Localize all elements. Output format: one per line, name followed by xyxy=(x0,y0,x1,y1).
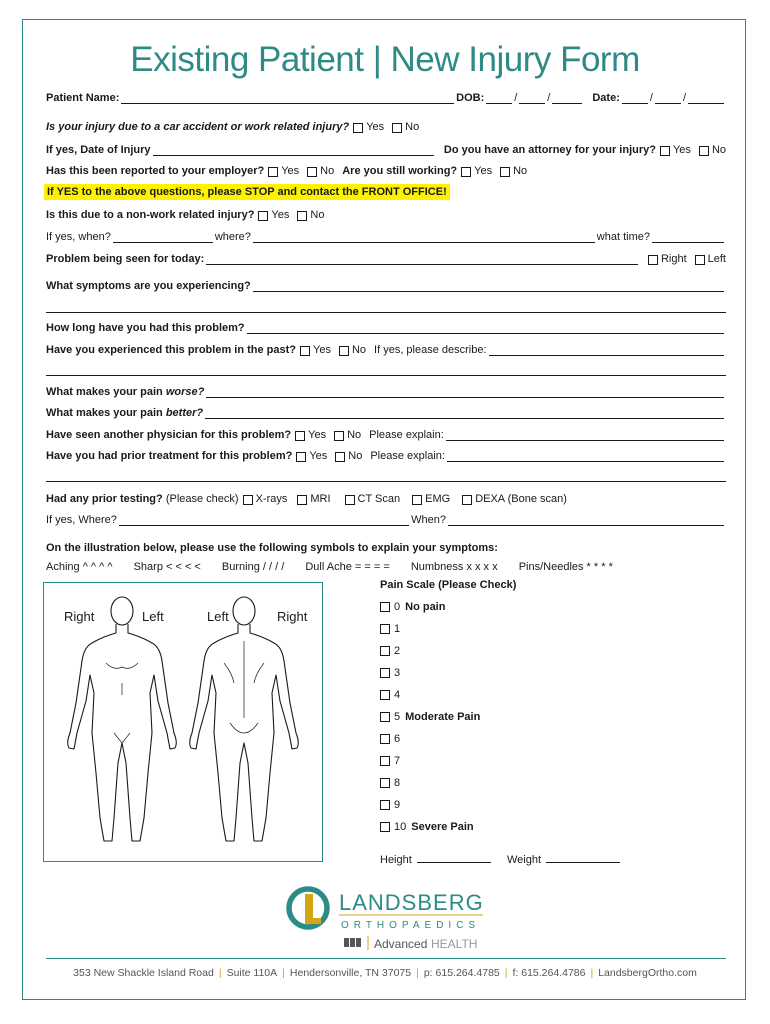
pain-number: 1 xyxy=(394,623,401,635)
pain-number: 7 xyxy=(394,755,401,767)
illustration-instructions: On the illustration below, please use the following symbols to explain your symptoms: xyxy=(46,542,498,554)
nonwork-question: Is this due to a non-work related injury? xyxy=(46,209,255,221)
dob-label: DOB: xyxy=(456,92,485,104)
attorney-question: Do you have an attorney for your injury? xyxy=(443,144,656,156)
howlong-row xyxy=(46,319,726,334)
yes-label: Yes xyxy=(474,165,493,177)
right-label: Right xyxy=(660,253,687,265)
working-no-checkbox[interactable] xyxy=(500,167,510,177)
no-label: No xyxy=(310,209,325,221)
pain-0-checkbox[interactable] xyxy=(380,602,390,612)
date-of-injury-row xyxy=(46,141,726,156)
employer-no-checkbox[interactable] xyxy=(307,167,317,177)
date-label: Date: xyxy=(592,92,620,104)
pain-7-checkbox[interactable] xyxy=(380,756,390,766)
physician-no-checkbox[interactable] xyxy=(334,431,344,441)
pain-scale-item xyxy=(380,755,400,767)
yes-label: Yes xyxy=(308,429,327,441)
symbol-dull-ache: Dull Ache = = = = xyxy=(305,561,390,573)
treatment-row xyxy=(46,447,726,462)
accident-no-checkbox[interactable] xyxy=(392,123,402,133)
working-yes-checkbox[interactable] xyxy=(461,167,471,177)
pain-label: No pain xyxy=(405,601,446,613)
front-body-figure xyxy=(68,597,177,841)
pain-9-checkbox[interactable] xyxy=(380,800,390,810)
mri-label: MRI xyxy=(310,493,331,505)
pain-number: 3 xyxy=(394,667,401,679)
pain-number: 4 xyxy=(394,689,401,701)
pain-number: 5 xyxy=(394,711,401,723)
pain-2-checkbox[interactable] xyxy=(380,646,390,656)
pain-number: 6 xyxy=(394,733,401,745)
back-left-label: Left xyxy=(207,609,229,624)
past-no-checkbox[interactable] xyxy=(339,346,349,356)
symbol-burning: Burning / / / / xyxy=(221,561,285,573)
left-label: Left xyxy=(707,253,726,265)
test-where-label: If yes, Where? xyxy=(46,514,117,526)
physician-row xyxy=(46,426,726,441)
employer-question: Has this been reported to your employer? xyxy=(46,165,265,177)
partner-name-b: HEALTH xyxy=(431,937,478,951)
pain-scale-item xyxy=(380,799,400,811)
left-checkbox[interactable] xyxy=(695,255,705,265)
pain-8-checkbox[interactable] xyxy=(380,778,390,788)
treatment-yes-checkbox[interactable] xyxy=(296,452,306,462)
pain-scale-item xyxy=(380,711,480,723)
no-label: No xyxy=(348,450,363,462)
patient-name-label: Patient Name: xyxy=(46,92,120,104)
employer-yes-checkbox[interactable] xyxy=(268,167,278,177)
howlong-field[interactable] xyxy=(247,322,724,334)
better-emphasis: better? xyxy=(165,407,204,419)
yes-label: Yes xyxy=(281,165,300,177)
emg-checkbox[interactable] xyxy=(412,495,422,505)
date-of-injury-label: If yes, Date of Injury xyxy=(46,144,151,156)
footer-phone: p: 615.264.4785 xyxy=(423,967,500,979)
date-slash: / xyxy=(649,92,653,104)
footer: 353 New Shackle Island Road | Suite 110A | Hendersonville, TN 37075 | p: 615.264.4785 | f: 615.264.4786 | LandsbergOrtho.com xyxy=(73,967,697,979)
testing-check-hint: (Please check) xyxy=(165,493,239,505)
pain-number: 2 xyxy=(394,645,401,657)
past-row xyxy=(46,341,726,356)
pain-scale-title xyxy=(380,579,516,591)
symptoms-line-2[interactable] xyxy=(46,312,726,313)
treatment-line-2[interactable] xyxy=(46,481,726,482)
no-label: No xyxy=(347,429,362,441)
pain-scale-item xyxy=(380,601,445,613)
pain-number: 0 xyxy=(394,601,401,613)
when-label: If yes, when? xyxy=(46,231,111,243)
problem-field[interactable] xyxy=(206,253,638,265)
footer-city: Hendersonville, TN 37075 xyxy=(289,967,412,979)
pain-5-checkbox[interactable] xyxy=(380,712,390,722)
better-label: What makes your pain xyxy=(46,407,166,419)
pain-number: 10 xyxy=(394,821,407,833)
better-row xyxy=(46,404,726,419)
body-illustration[interactable] xyxy=(43,582,323,862)
pain-scale-item xyxy=(380,821,474,833)
patient-name-field[interactable] xyxy=(121,92,454,104)
height-weight-row xyxy=(380,851,622,866)
height-label: Height xyxy=(380,854,412,866)
pain-10-checkbox[interactable] xyxy=(380,822,390,832)
dexa-label: DEXA (Bone scan) xyxy=(475,493,567,505)
yes-label: Yes xyxy=(313,344,331,356)
footer-address: 353 New Shackle Island Road xyxy=(73,967,214,979)
pain-number: 9 xyxy=(394,799,401,811)
no-label: No xyxy=(513,165,528,177)
symptoms-row xyxy=(46,277,726,292)
explain-label: Please explain: xyxy=(369,429,444,441)
no-label: No xyxy=(405,121,420,133)
when-where-row xyxy=(46,228,726,243)
xrays-label: X-rays xyxy=(255,493,288,505)
date-day-field[interactable] xyxy=(655,92,681,104)
symbol-sharp: Sharp < < < < xyxy=(133,561,201,573)
problem-label: Problem being seen for today: xyxy=(46,253,205,265)
treatment-no-checkbox[interactable] xyxy=(335,452,345,462)
dob-slash: / xyxy=(547,92,551,104)
symbol-aching: Aching ^ ^ ^ ^ xyxy=(46,561,113,573)
footer-suite: Suite 110A xyxy=(226,967,278,979)
pain-scale-title-text: Pain Scale (Please Check) xyxy=(380,579,517,591)
footer-fax: f: 615.264.4786 xyxy=(512,967,586,979)
treatment-question: Have you had prior treatment for this problem? xyxy=(46,450,293,462)
test-where-row xyxy=(46,511,726,526)
pain-1-checkbox[interactable] xyxy=(380,624,390,634)
back-right-label: Right xyxy=(277,609,308,624)
past-yes-checkbox[interactable] xyxy=(300,346,310,356)
ct-checkbox[interactable] xyxy=(345,495,355,505)
symbol-numbness: Numbness x x x x xyxy=(410,561,498,573)
describe-label: If yes, please describe: xyxy=(374,344,487,356)
emg-label: EMG xyxy=(425,493,451,505)
dexa-checkbox[interactable] xyxy=(462,495,472,505)
no-label: No xyxy=(320,165,335,177)
symptoms-field[interactable] xyxy=(253,280,724,292)
still-working-question: Are you still working? xyxy=(342,165,458,177)
pain-scale-item xyxy=(380,623,400,635)
pain-label: Moderate Pain xyxy=(405,711,481,723)
nonwork-no-checkbox[interactable] xyxy=(297,211,307,221)
attorney-no-checkbox[interactable] xyxy=(699,146,709,156)
back-body-figure xyxy=(190,597,299,841)
illustration-instructions-row xyxy=(46,539,726,554)
time-field[interactable] xyxy=(652,231,724,243)
pain-scale-item xyxy=(380,777,400,789)
explain-label: Please explain: xyxy=(370,450,445,462)
worse-row xyxy=(46,383,726,398)
form-title: Existing Patient | New Injury Form xyxy=(130,40,640,79)
dob-year-field[interactable] xyxy=(552,92,582,104)
where-label: where? xyxy=(214,231,251,243)
pain-scale-item xyxy=(380,645,400,657)
test-when-label: When? xyxy=(411,514,446,526)
landsberg-logo-graphic xyxy=(286,882,486,954)
accident-yes-checkbox[interactable] xyxy=(353,123,363,133)
where-field[interactable] xyxy=(253,231,595,243)
time-label: what time? xyxy=(596,231,650,243)
physician-yes-checkbox[interactable] xyxy=(295,431,305,441)
logo-name: LANDSBERG xyxy=(339,890,484,915)
pain-scale-item xyxy=(380,667,400,679)
partner-name-a: Advanced xyxy=(374,937,428,951)
better-field[interactable] xyxy=(205,407,724,419)
yes-label: Yes xyxy=(271,209,290,221)
body-outline-graphic xyxy=(44,583,321,860)
testing-row xyxy=(46,490,726,505)
stop-notice: If YES to the above questions, please STOP and contact the FRONT OFFICE! xyxy=(44,184,450,200)
front-left-label: Left xyxy=(142,609,164,624)
pain-scale-item xyxy=(380,689,400,701)
yes-label: Yes xyxy=(366,121,385,133)
symptoms-label: What symptoms are you experiencing? xyxy=(46,280,251,292)
problem-row xyxy=(46,250,726,265)
worse-label: What makes your pain xyxy=(46,386,166,398)
pain-3-checkbox[interactable] xyxy=(380,668,390,678)
patient-name-row xyxy=(46,89,726,104)
treatment-explain-field[interactable] xyxy=(447,450,724,462)
accident-question-row xyxy=(46,118,726,133)
howlong-label: How long have you had this problem? xyxy=(46,322,245,334)
test-when-field[interactable] xyxy=(448,514,724,526)
describe-field[interactable] xyxy=(489,344,724,356)
date-year-field[interactable] xyxy=(688,92,724,104)
nonwork-row xyxy=(46,206,726,221)
describe-line-2[interactable] xyxy=(46,375,726,376)
attorney-yes-checkbox[interactable] xyxy=(660,146,670,156)
landsberg-logo xyxy=(286,882,486,959)
date-of-injury-field[interactable] xyxy=(153,144,434,156)
weight-field[interactable] xyxy=(546,851,620,863)
no-label: No xyxy=(711,144,726,156)
date-month-field[interactable] xyxy=(622,92,648,104)
dob-month-field[interactable] xyxy=(486,92,512,104)
ct-label: CT Scan xyxy=(357,493,401,505)
pain-label: Severe Pain xyxy=(411,821,474,833)
front-right-label: Right xyxy=(64,609,95,624)
pain-4-checkbox[interactable] xyxy=(380,690,390,700)
nonwork-yes-checkbox[interactable] xyxy=(258,211,268,221)
date-slash: / xyxy=(682,92,686,104)
symptom-symbols xyxy=(46,561,631,573)
yes-label: Yes xyxy=(309,450,328,462)
employer-row xyxy=(46,162,726,177)
xrays-checkbox[interactable] xyxy=(243,495,253,505)
height-field[interactable] xyxy=(417,851,491,863)
footer-web[interactable]: LandsbergOrtho.com xyxy=(598,967,697,979)
right-checkbox[interactable] xyxy=(648,255,658,265)
pain-scale-item xyxy=(380,733,400,745)
test-where-field[interactable] xyxy=(119,514,409,526)
logo-sub: ORTHOPAEDICS xyxy=(341,920,481,931)
physician-question: Have seen another physician for this problem? xyxy=(46,429,292,441)
no-label: No xyxy=(351,344,367,356)
mri-checkbox[interactable] xyxy=(297,495,307,505)
worse-emphasis: worse? xyxy=(165,386,205,398)
physician-explain-field[interactable] xyxy=(446,429,724,441)
worse-field[interactable] xyxy=(206,386,724,398)
accident-question: Is your injury due to a car accident or work related injury? xyxy=(46,121,350,133)
dob-slash: / xyxy=(514,92,518,104)
footer-divider xyxy=(46,958,726,959)
weight-label: Weight xyxy=(506,854,542,866)
yes-label: Yes xyxy=(672,144,691,156)
pain-number: 8 xyxy=(394,777,401,789)
when-field[interactable] xyxy=(113,231,213,243)
pain-6-checkbox[interactable] xyxy=(380,734,390,744)
symbol-pins-needles: Pins/Needles * * * * xyxy=(518,561,613,573)
dob-day-field[interactable] xyxy=(519,92,545,104)
testing-question: Had any prior testing? xyxy=(46,493,163,505)
past-question: Have you experienced this problem in the past? xyxy=(46,344,297,356)
